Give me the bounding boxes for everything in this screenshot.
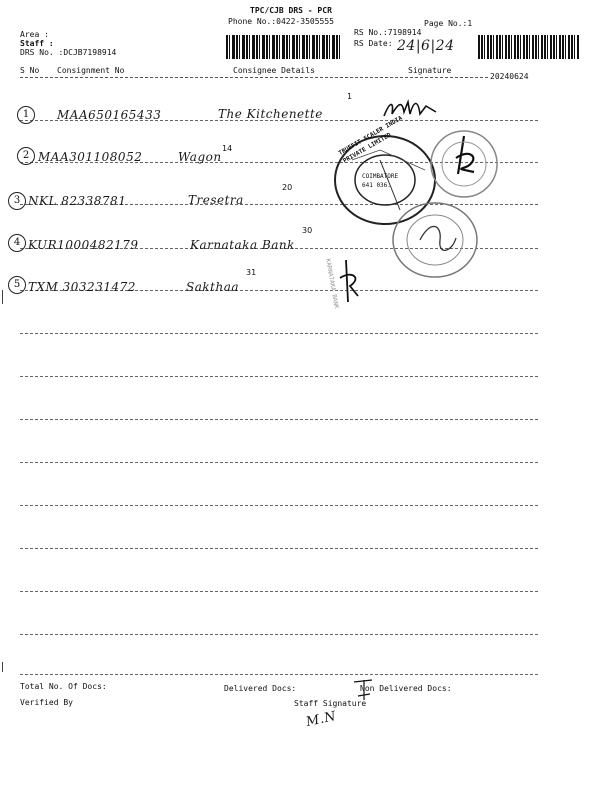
margin-mark [2,290,3,304]
document-title: TPC/CJB DRS - PCR [250,6,332,15]
entry-mark: 30 [302,226,313,235]
bank-signature-mark [336,256,366,306]
company-stamp-text: TRUEFIT SCALER INDIA PRIVATE LIMITED [337,114,404,165]
company-stamp-inner-text: COIMBATORE 641 036. [362,173,399,189]
consignment-number: MAA650165433 [57,108,162,122]
date-code: 20240624 [490,72,529,81]
verified-by-label: Verified By [20,698,73,707]
row-rule [20,674,538,675]
staff-signature-handwritten: M.N [304,709,338,730]
header-rule [20,77,488,78]
area-label: Area : [20,30,49,39]
entry-mark: 31 [246,268,257,277]
delivered-docs-label: Delivered Docs: [224,684,297,693]
consignment-number: MAA301108052 [38,150,143,164]
barcode-left [226,35,342,59]
rs-number: RS No.:7198914 [354,28,422,37]
consignee-name: Wagon [178,150,222,164]
phone-number: Phone No.:0422-3505555 [228,17,334,26]
row-rule [20,376,538,377]
bank-stamp [390,200,480,280]
consignment-number: NKL 82338781 [28,194,127,208]
column-consignee-details: Consignee Details [233,66,315,75]
total-docs-label: Total No. Of Docs: [20,682,107,691]
consignee-name: Tresetra [188,193,244,207]
non-delivered-docs-label: Non Delivered Docs: [360,684,452,693]
consignee-name: The Kitchenette [218,107,323,121]
column-signature: Signature [408,66,452,75]
consignee-name: Karnataka Bank [190,238,295,252]
entry-number: 5 [8,276,26,294]
entry-number: 3 [8,192,26,210]
staff-label: Staff : [20,39,54,48]
row-rule [20,634,538,635]
row-rule [20,505,538,506]
entry-number: 2 [17,147,35,165]
entry-mark: 1 [347,92,353,101]
column-consignment-no: Consignment No [57,66,125,75]
margin-mark [2,662,3,672]
consignment-number: TXM 303231472 [28,280,136,294]
staff-signature-mark [350,676,380,706]
rs-date-handwritten: 24|6|24 [397,38,455,54]
rs-date-label: RS Date: [354,39,393,48]
entry-mark: 20 [282,183,293,192]
entry-number: 1 [17,106,35,124]
staff-signature-label: Staff Signature [294,699,367,708]
entry-mark: 14 [222,144,233,153]
column-s-no: S No [20,66,40,75]
consignment-number: KUR1000482179 [28,238,139,252]
row-rule [20,591,538,592]
row-rule [20,548,538,549]
page-number: Page No.:1 [424,19,473,28]
consignee-name: Sakthaa [186,280,240,294]
drs-number: DRS No. :DCJB7198914 [20,48,117,57]
row-rule [20,419,538,420]
row-rule [20,333,538,334]
entry-number: 4 [8,234,26,252]
bank-stamp-text: KARNATAKA BANK [324,258,340,310]
round-stamp-upper [428,128,500,200]
row-rule [20,462,538,463]
barcode-right [478,35,580,59]
